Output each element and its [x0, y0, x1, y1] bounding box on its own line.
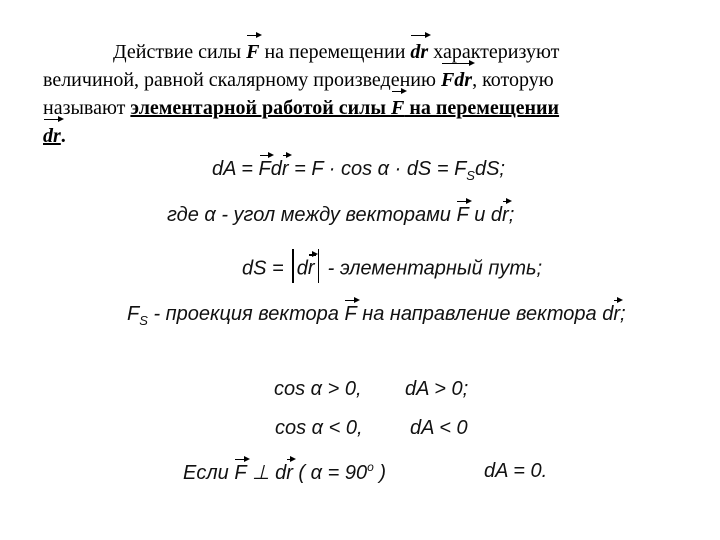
term-elementary-work: элементарной работой силы: [130, 97, 391, 119]
equation-text: dA = 0.: [484, 460, 548, 482]
radius-vector-symbol: r: [613, 303, 620, 325]
equation-text: и d: [468, 204, 503, 226]
equation-text: dA =: [212, 158, 259, 180]
equation-text: где α - угол между векторами: [167, 204, 457, 226]
condition-positive-work: [405, 378, 468, 401]
equation-angle-definition: [167, 204, 514, 227]
displacement-vector-symbol: dr: [410, 38, 428, 66]
equation-text: - проекция вектора: [147, 303, 345, 325]
intro-text: Действие силы: [113, 41, 247, 63]
degree-superscript: o: [367, 460, 374, 474]
intro-line-1: [113, 38, 559, 66]
condition-zero-work: [484, 460, 547, 483]
intro-text: называют: [43, 97, 131, 119]
equation-text: ( α = 90: [292, 462, 368, 484]
abs-bar-right: [318, 249, 320, 283]
equation-text: dS =: [242, 257, 290, 280]
condition-negative-work: [410, 417, 468, 440]
radius-vector-symbol: r: [281, 158, 289, 180]
equation-text: ;: [508, 204, 515, 226]
equation-text: = F · cos α · dS = F: [288, 158, 467, 180]
condition-perpendicular: [183, 460, 386, 485]
intro-text: , которую: [472, 69, 554, 91]
intro-text: на перемещении: [259, 41, 411, 63]
equation-text: на направление вектора d: [356, 303, 614, 325]
force-vector-symbol: F: [456, 204, 469, 226]
equation-text: dA > 0;: [405, 378, 469, 400]
force-vector-symbol: F: [234, 462, 247, 484]
equation-text: dS;: [474, 158, 505, 180]
equation-work-definition: [212, 158, 505, 181]
term-elementary-work: на перемещении: [404, 97, 560, 119]
subscript: S: [139, 313, 148, 328]
subscript: S: [466, 168, 475, 183]
intro-line-4: [43, 122, 66, 150]
radius-vector-symbol: r: [286, 462, 293, 484]
force-vector-symbol: F: [246, 38, 259, 66]
scalar-product-symbol: Fdr: [441, 66, 472, 94]
force-vector-symbol: F: [391, 94, 404, 122]
intro-text: .: [60, 125, 66, 147]
equation-text: F: [127, 303, 140, 325]
force-vector-symbol: F: [258, 158, 271, 180]
condition-negative-cos: [275, 417, 363, 440]
force-vector-symbol: F: [344, 303, 357, 325]
condition-positive-cos: [274, 378, 362, 401]
intro-line-3: [43, 94, 559, 122]
equation-text: - элементарный путь;: [322, 257, 543, 280]
equation-text: dA < 0: [410, 417, 468, 439]
radius-vector-symbol: r: [502, 204, 509, 226]
displacement-vector-symbol: dr: [43, 122, 61, 150]
abs-bar-left: [292, 249, 294, 283]
equation-text: ⊥ d: [246, 462, 287, 484]
equation-projection: [127, 303, 626, 326]
equation-path-element: [242, 252, 542, 286]
equation-text: ;: [620, 303, 626, 325]
equation-text: cos α > 0,: [274, 378, 362, 400]
equation-text: Если: [183, 462, 235, 484]
equation-text: d: [296, 257, 308, 280]
radius-vector-symbol: r: [307, 257, 315, 280]
intro-text: характеризуют: [428, 41, 560, 63]
equation-text: d: [270, 158, 282, 180]
equation-text: ): [373, 462, 386, 484]
intro-text: величиной, равной скалярному произведению: [43, 69, 441, 91]
equation-text: cos α < 0,: [275, 417, 363, 439]
intro-line-2: [43, 66, 554, 94]
